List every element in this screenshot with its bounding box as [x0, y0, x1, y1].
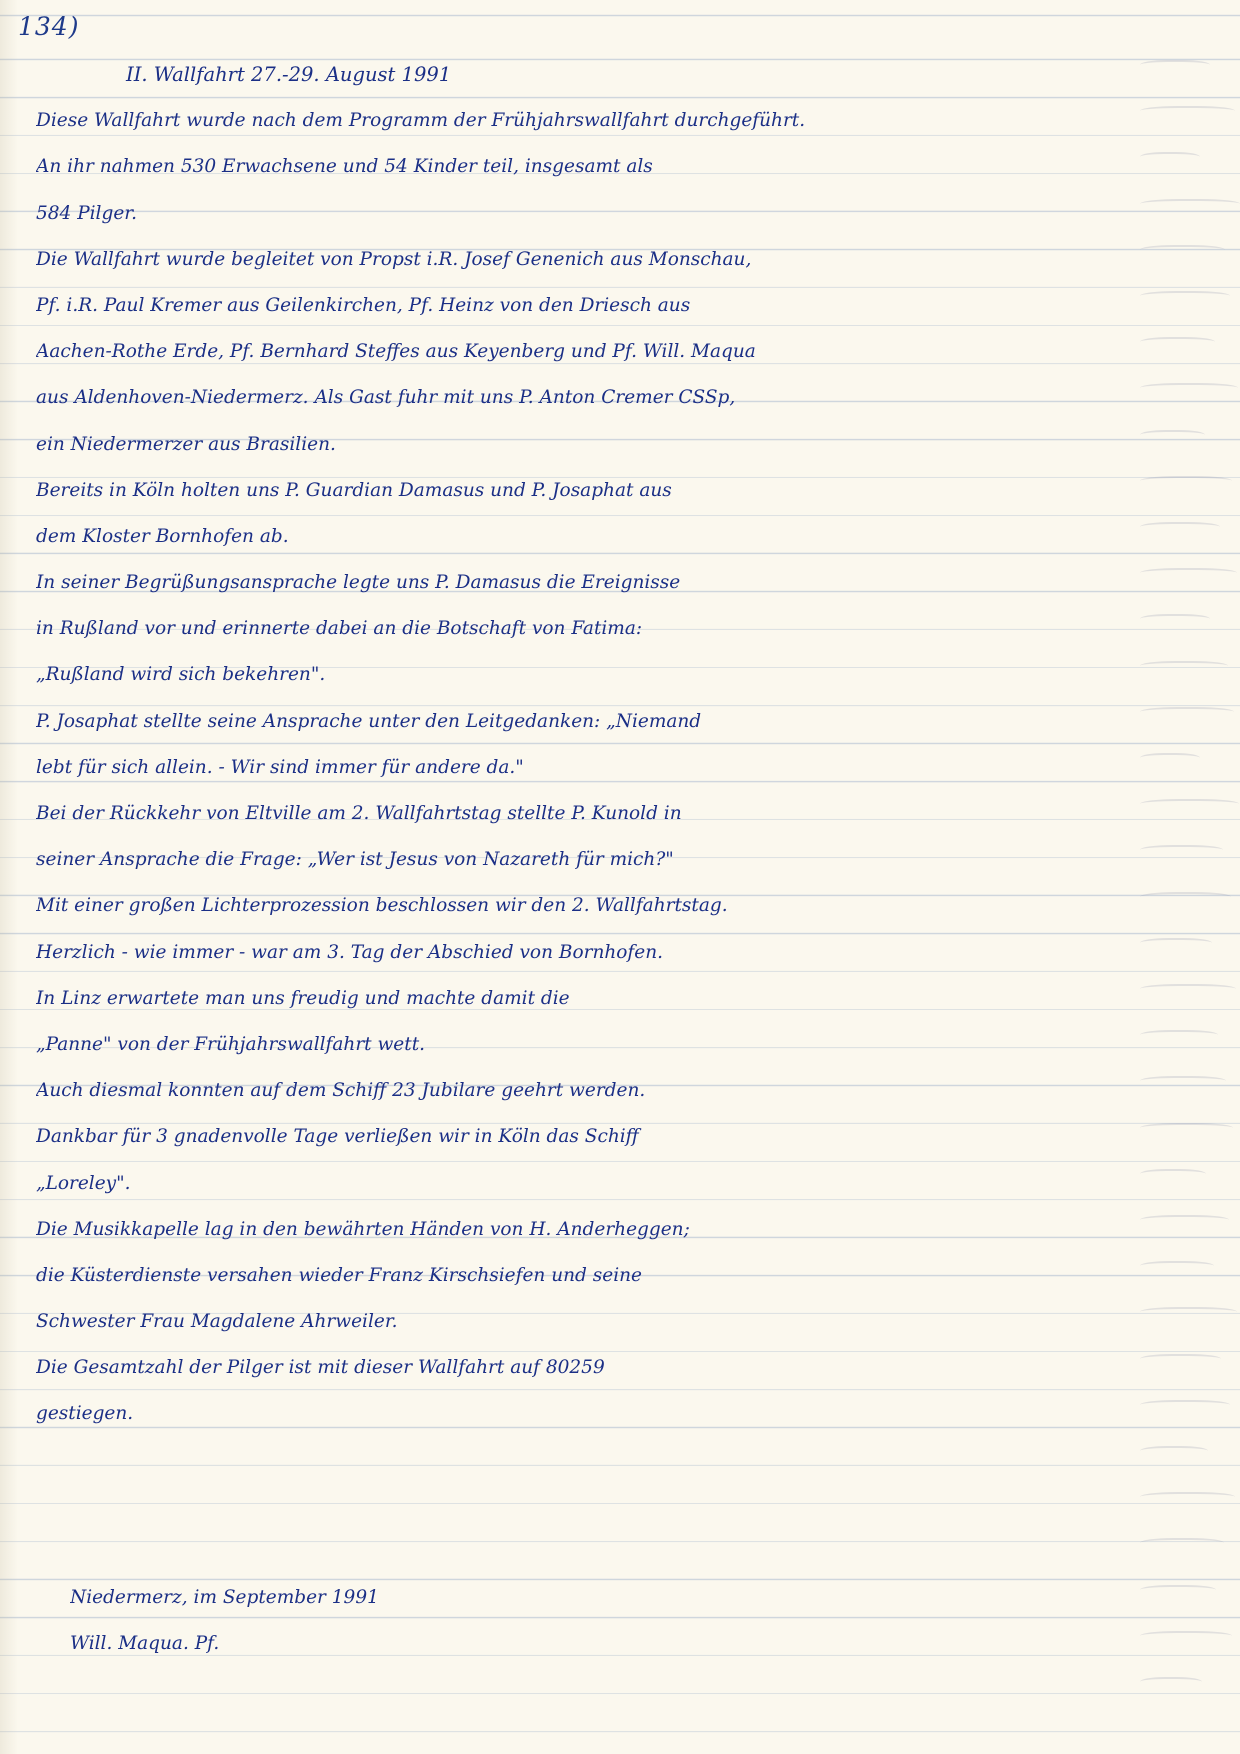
signature-place-date: Niedermerz, im September 1991: [70, 1587, 379, 1608]
signature-name: Will. Maqua. Pf.: [70, 1633, 220, 1654]
bleed-stroke: [1140, 60, 1210, 72]
text-line: Aachen-Rothe Erde, Pf. Bernhard Steffes aus Keyenberg und Pf. Will. Maqua: [36, 341, 756, 363]
bleed-stroke: [1140, 1446, 1208, 1458]
bleed-stroke: [1140, 291, 1230, 303]
handwritten-text: [36, 52, 1121, 1438]
page-title: II. Wallfahrt 27.-29. August 1991: [126, 63, 452, 86]
text-line: An ihr nahmen 530 Erwachsene und 54 Kinder teil, insgesamt als: [36, 156, 653, 178]
signature-block: [70, 1575, 870, 1667]
bleed-stroke: [1140, 1076, 1226, 1088]
bleed-stroke: [1140, 1169, 1206, 1181]
text-line: P. Josaphat stellte seine Ansprache unter den Leitgedanken: „Niemand: [36, 710, 702, 732]
text-line: „Loreley".: [36, 1172, 131, 1194]
bleed-stroke: [1140, 383, 1238, 395]
bleed-stroke: [1140, 245, 1225, 257]
text-line: 584 Pilger.: [36, 202, 137, 224]
bleed-stroke: [1140, 1123, 1233, 1135]
text-line: Die Wallfahrt wurde begleitet von Propst i.R. Josef Genenich aus Monschau,: [36, 248, 752, 270]
bleed-stroke: [1140, 799, 1239, 811]
bleed-stroke: [1140, 938, 1212, 950]
bleed-stroke: [1140, 568, 1237, 580]
bleed-stroke: [1140, 337, 1215, 349]
bleed-stroke: [1140, 892, 1231, 904]
bleed-stroke: [1140, 614, 1210, 626]
text-line: Die Gesamtzahl der Pilger ist mit dieser Wallfahrt auf 80259: [36, 1357, 605, 1379]
bleed-stroke: [1140, 661, 1228, 673]
bleed-stroke: [1140, 1354, 1221, 1366]
bleed-stroke: [1140, 1030, 1218, 1042]
text-line: seiner Ansprache die Frage: „Wer ist Jesus von Nazareth für mich?": [36, 849, 674, 871]
text-line: „Panne" von der Frühjahrswallfahrt wett.: [36, 1033, 426, 1055]
text-line: in Rußland vor und erinnerte dabei an die Botschaft von Fatima:: [36, 618, 643, 640]
bleed-stroke: [1140, 1261, 1214, 1273]
text-line: In seiner Begrüßungsansprache legte uns P. Damasus die Ereignisse: [36, 572, 681, 594]
bleed-stroke: [1140, 984, 1236, 996]
text-line: Diese Wallfahrt wurde nach dem Programm der Frühjahrswallfahrt durchgeführt.: [36, 110, 806, 132]
text-line: die Küsterdienste versahen wieder Franz Kirschsiefen und seine: [36, 1264, 642, 1286]
bleed-stroke: [1140, 199, 1240, 211]
bleed-stroke: [1140, 522, 1220, 534]
text-line: „Rußland wird sich bekehren".: [36, 664, 326, 686]
bleed-stroke: [1140, 1585, 1216, 1597]
text-line: Pf. i.R. Paul Kremer aus Geilenkirchen, Pf. Heinz von den Driesch aus: [36, 294, 691, 316]
text-line: In Linz erwartete man uns freudig und machte damit die: [36, 987, 570, 1009]
bleed-stroke: [1140, 1677, 1202, 1689]
bleed-stroke: [1140, 1631, 1232, 1643]
text-line: Bei der Rückkehr von Eltville am 2. Wallfahrtstag stellte P. Kunold in: [36, 803, 682, 824]
bleed-stroke: [1140, 1492, 1235, 1504]
bleed-stroke: [1140, 845, 1223, 857]
bleed-through-text: [1130, 0, 1240, 1754]
text-line: gestiegen.: [36, 1403, 134, 1425]
bleed-stroke: [1140, 476, 1232, 488]
text-line: aus Aldenhoven-Niedermerz. Als Gast fuhr mit uns P. Anton Cremer CSSp,: [36, 387, 736, 409]
text-line: Bereits in Köln holten uns P. Guardian Damasus und P. Josaphat aus: [36, 479, 672, 501]
bleed-stroke: [1140, 707, 1234, 719]
text-line: Auch diesmal konnten auf dem Schiff 23 Jubilare geehrt werden.: [36, 1080, 646, 1102]
page-number: 134): [18, 12, 80, 41]
text-line: Die Musikkapelle lag in den bewährten Händen von H. Anderheggen;: [36, 1218, 690, 1240]
text-line: Dankbar für 3 gnadenvolle Tage verließen wir in Köln das Schiff: [36, 1126, 639, 1148]
text-line: Herzlich - wie immer - war am 3. Tag der Abschied von Bornhofen.: [36, 941, 664, 963]
text-line: ein Niedermerzer aus Brasilien.: [36, 433, 336, 455]
text-line: Mit einer großen Lichterprozession beschlossen wir den 2. Wallfahrtstag.: [36, 895, 728, 917]
bleed-stroke: [1140, 1215, 1229, 1227]
bleed-stroke: [1140, 106, 1235, 118]
bleed-stroke: [1140, 753, 1200, 765]
bleed-stroke: [1140, 1307, 1237, 1319]
bleed-stroke: [1140, 152, 1200, 164]
text-line: lebt für sich allein. - Wir sind immer für andere da.": [36, 756, 524, 778]
text-line: dem Kloster Bornhofen ab.: [36, 525, 289, 547]
text-line: Schwester Frau Magdalene Ahrweiler.: [36, 1311, 398, 1333]
bleed-stroke: [1140, 430, 1205, 442]
bleed-stroke: [1140, 1538, 1224, 1550]
bleed-stroke: [1140, 1400, 1230, 1412]
